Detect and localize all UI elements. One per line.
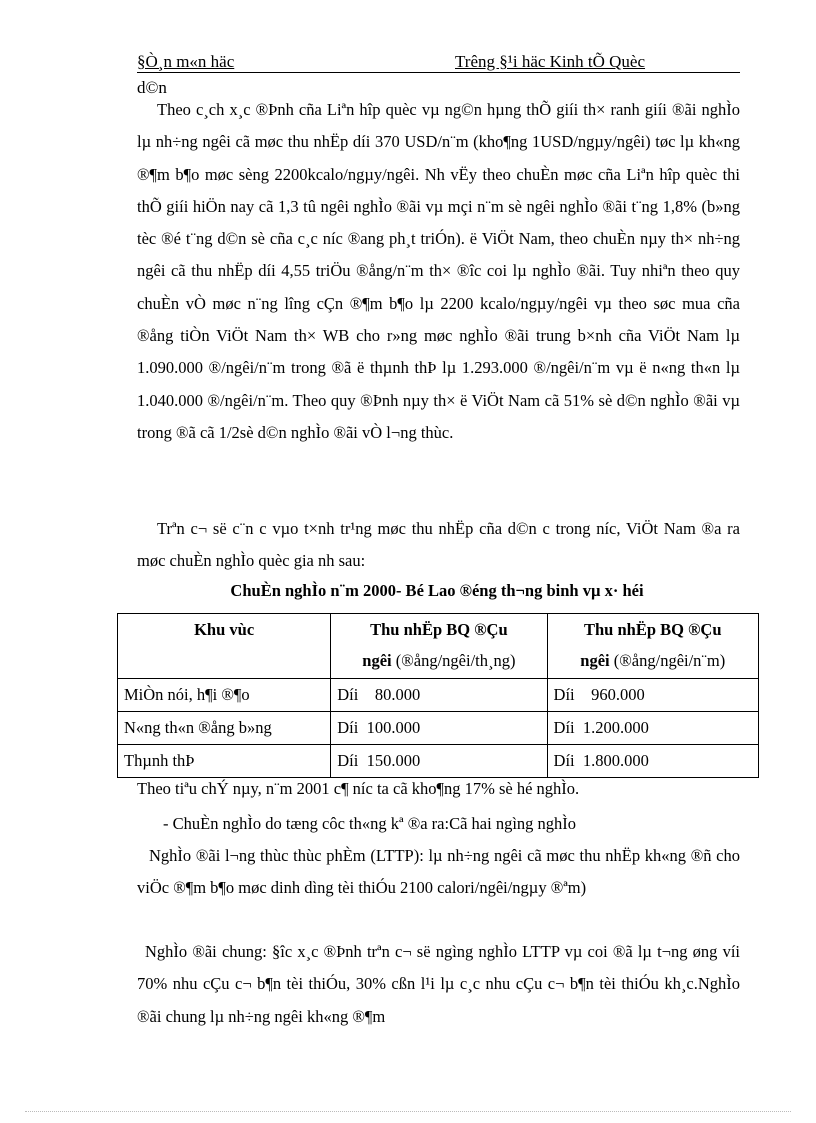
paragraph-poverty-definition: [137, 94, 740, 449]
table-row: [118, 679, 759, 712]
paragraph-text: NghÌo ®ãi chung: §îc x¸c ®Þnh trªn c¬ së ngìng nghÌo LTTP vµ coi ®ã lµ t¬ng øng víi 70% nhu cÇu c¬ b¶n tèi thiÓu, 30% cßn l¹i lµ c¸c nhu cÇu c¬ b¶n tèi thiÓu kh¸c.NghÌo ®ãi chung lµ nh÷ng ngêi kh«ng ®¶m: [137, 942, 740, 1026]
cell-area: N«ng th«n ®ång b»ng: [118, 712, 331, 745]
header-yearly-income: Thu nhËp BQ ®Çu ngêi (®ång/ngêi/n¨m): [547, 614, 758, 679]
header-subject: §Ò¸n m«n häc: [137, 52, 235, 71]
cell-yearly: Díi 1.200.000: [547, 712, 758, 745]
table-row: [118, 745, 759, 778]
header-area: Khu vùc: [118, 614, 331, 679]
cell-monthly: Díi 150.000: [331, 745, 547, 778]
paragraph-general-poverty: [137, 936, 740, 1033]
header-continuation: d©n: [137, 78, 167, 97]
bullet-gso-standard: - ChuÈn nghÌo do tæng côc th«ng kª ®a ra:Cã hai ngìng nghÌo: [163, 814, 577, 833]
cell-yearly: Díi 1.800.000: [547, 745, 758, 778]
table-title: ChuÈn nghÌo n¨m 2000- Bé Lao ®éng th¬ng binh vµ x· héi: [230, 581, 644, 600]
header-university: Trêng §¹i häc Kinh tÕ Quèc: [455, 52, 646, 71]
paragraph-food-poverty: [137, 840, 740, 905]
poverty-standard-table: [117, 613, 759, 778]
paragraph-text: Theo c¸ch x¸c ®Þnh cña Liªn hîp quèc vµ ng©n hµng thÕ giíi th× ranh giíi ®ãi nghÌo lµ nh÷ng ngêi cã møc thu nhËp díi 370 USD/n¨m (kho¶ng 1USD/ngµy/ngêi) tøc lµ kh«ng ®¶m b¶o møc sèng 2200kcalo/ngµy/ngêi. Nh vËy theo chuÈn møc cña Liªn hîp quèc thi thÕ giíi hiÖn nay cã 1,3 tû ngêi nghÌo ®ãi vµ mçi n¨m sè ngêi nghÌo ®ãi t¨ng 1,8% (b»ng tèc ®é t¨ng d©n sè cña c¸c níc ®ang ph¸t triÓn). ë ViÖt Nam, theo chuÈn nµy th× nh÷ng ngêi cã thu nhËp díi 4,55 triÖu ®ång/n¨m th× ®îc coi lµ nghÌo ®ãi. Tuy nhiªn theo quy chuÈn vÒ møc n¨ng lîng cÇn ®¶m b¶o lµ 2200 kcalo/ngµy/ngêi vµ theo søc mua cña ®ång tiÒn ViÖt Nam th× WB cho r»ng møc nghÌo ®ãi trung b×nh cña ViÖt Nam lµ 1.090.000 ®/ngêi/n¨m trong ®ã ë thµnh thÞ lµ 1.293.000 ®/ngêi/n¨m vµ ë n«ng th«n lµ 1.040.000 ®/ngêi/n¨m. Theo quy ®Þnh nµy th× ë ViÖt Nam cã 51% sè d©n nghÌo ®ãi vµ trong ®ã cã 1/2sè d©n nghÌo ®ãi vÒ l¬ng thùc.: [137, 100, 740, 442]
page-header: [137, 52, 740, 73]
paragraph-text: Trªn c¬ së c¨n c vµo t×nh tr¹ng møc thu nhËp cña d©n c trong níc, ViÖt Nam ®a ra møc chuÈn nghÌo quèc gia nh sau:: [137, 519, 740, 571]
table-header-row: [118, 614, 759, 679]
cell-monthly: Díi 100.000: [331, 712, 547, 745]
paragraph-text: NghÌo ®ãi l¬ng thùc thùc phÈm (LTTP): lµ nh÷ng ngêi cã møc thu nhËp kh«ng ®ñ cho viÖc ®¶m b¶o møc dinh dìng tèi thiÓu 2100 calori/ngêi/ngµy ®ªm): [137, 846, 740, 898]
page-bottom-divider: [25, 1111, 791, 1112]
table-note: Theo tiªu chÝ nµy, n¨m 2001 c¶ níc ta cã kho¶ng 17% sè hé nghÌo.: [137, 779, 580, 798]
header-monthly-income: Thu nhËp BQ ®Çu ngêi (®ång/ngêi/th¸ng): [331, 614, 547, 679]
cell-area: Thµnh thÞ: [118, 745, 331, 778]
cell-area: MiÒn nói, h¶i ®¶o: [118, 679, 331, 712]
paragraph-national-standard: [137, 513, 740, 578]
cell-yearly: Díi 960.000: [547, 679, 758, 712]
table-row: [118, 712, 759, 745]
cell-monthly: Díi 80.000: [331, 679, 547, 712]
